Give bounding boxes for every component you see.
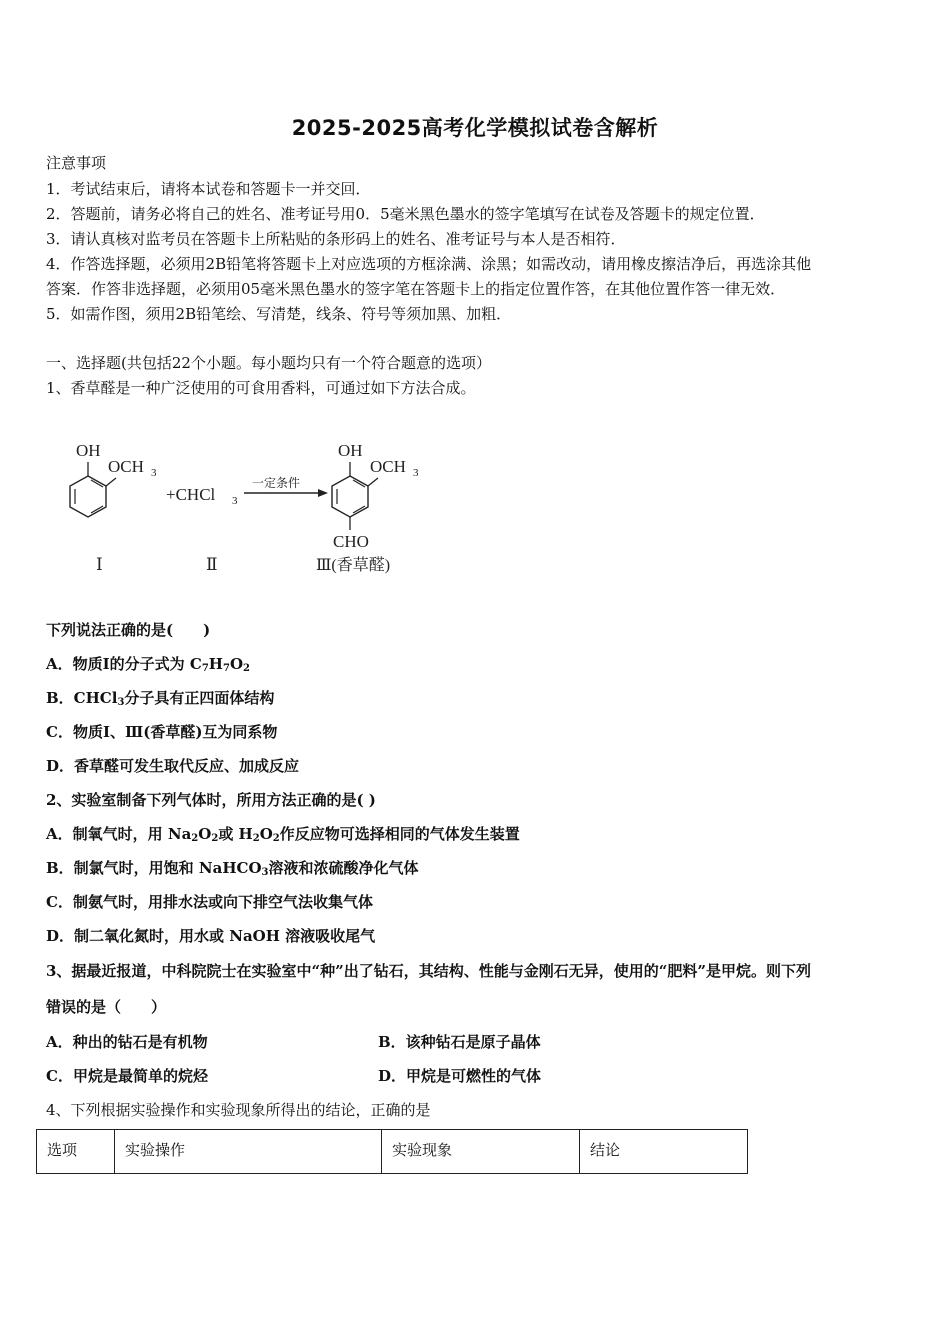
- table-row: [37, 1130, 748, 1174]
- table-header-operation: 实验操作: [115, 1130, 382, 1174]
- compound-3-structure: [332, 441, 419, 551]
- notice-item-4-cont: 答案．作答非选择题，必须用05毫米黑色墨水的签字笔在答题卡上的指定位置作答，在其他位置作答一律无效．: [46, 280, 786, 298]
- q1-ask: 下列说法正确的是( ): [46, 621, 211, 639]
- compound-1-oh: OH: [76, 441, 101, 460]
- notice-item-4: 4．作答选择题，必须用2B铅笔将答题卡上对应选项的方框涂满、涂黑；如需改动，请用橡皮擦洁净后，再选涂其他: [46, 255, 812, 273]
- compound-1-structure: [70, 441, 157, 517]
- q1-option-a: A．物质Ⅰ的分子式为 $C_7H_7O_2$: [46, 655, 250, 674]
- q1-option-c: C．物质Ⅰ、Ⅲ(香草醛)互为同系物: [46, 723, 278, 741]
- reaction-scheme: [46, 432, 466, 582]
- label-compound-2: Ⅱ: [206, 555, 218, 574]
- table-header-option: 选项: [37, 1130, 115, 1174]
- q2-option-a: A．制氧气时，用 $Na_2O_2$或 $H_2O_2$作反应物可选择相同的气体发生装置: [46, 825, 520, 844]
- q1-stem: 1、香草醛是一种广泛使用的可食用香料，可通过如下方法合成。: [46, 379, 476, 397]
- table-header-phenomenon: 实验现象: [382, 1130, 580, 1174]
- notice-heading: 注意事项: [46, 154, 107, 172]
- label-compound-1: Ⅰ: [96, 555, 103, 574]
- compound-1-och3: OCH: [108, 457, 144, 476]
- q3-option-c: C．甲烷是最简单的烷烃: [46, 1067, 208, 1085]
- q2-option-d: D．制二氧化氮时，用水或 NaOH 溶液吸收尾气: [46, 927, 376, 945]
- notice-item-5: 5．如需作图，须用2B铅笔绘、写清楚，线条、符号等须加黑、加粗．: [46, 305, 512, 323]
- notice-item-1: 1．考试结束后，请将本试卷和答题卡一并交回．: [46, 180, 371, 198]
- table-header-conclusion: 结论: [580, 1130, 748, 1174]
- q4-stem: 4、下列根据实验操作和实验现象所得出的结论，正确的是: [46, 1101, 431, 1119]
- label-compound-3: Ⅲ(香草醛): [316, 557, 391, 574]
- q3-option-b: B．该种钻石是原子晶体: [378, 1033, 541, 1051]
- reagent-chcl3: +CHCl: [166, 485, 216, 504]
- q2-stem: 2、实验室制备下列气体时，所用方法正确的是( ): [46, 791, 376, 809]
- q1-option-d: D．香草醛可发生取代反应、加成反应: [46, 757, 300, 775]
- section-heading: 一、选择题(共包括22个小题。每小题均只有一个符合题意的选项）: [46, 354, 491, 372]
- q3-option-a: A．种出的钻石是有机物: [46, 1033, 208, 1051]
- reaction-arrowhead: [318, 489, 328, 497]
- q3-option-d: D．甲烷是可燃性的气体: [378, 1067, 542, 1085]
- page-title: 2025-2025高考化学模拟试卷含解析: [291, 116, 659, 140]
- compound-3-och3-sub: 3: [413, 467, 419, 479]
- notice-item-3: 3．请认真核对监考员在答题卡上所粘贴的条形码上的姓名、准考证号与本人是否相符．: [46, 230, 626, 248]
- reagent-chcl3-sub: 3: [232, 495, 238, 507]
- compound-3-och3: OCH: [370, 457, 406, 476]
- q2-option-b: B．制氯气时，用饱和 NaHCO$_3$溶液和浓硫酸净化气体: [46, 859, 419, 878]
- q3-stem-line-1: 3、据最近报道，中科院院士在实验室中“种”出了钻石，其结构、性能与金刚石无异，使用的“肥料”是甲烷。则下列: [46, 962, 811, 980]
- q2-option-c: C．制氨气时，用排水法或向下排空气法收集气体: [46, 893, 373, 911]
- q3-stem-line-2: 错误的是（ ）: [46, 998, 167, 1016]
- q4-table: [36, 1129, 748, 1174]
- compound-3-oh: OH: [338, 441, 363, 460]
- q1-option-b: B．CHCl$_3$分子具有正四面体结构: [46, 689, 275, 708]
- compound-1-och3-sub: 3: [151, 467, 157, 479]
- compound-3-cho: CHO: [333, 532, 369, 551]
- reaction-condition: 一定条件: [252, 476, 301, 490]
- notice-item-2: 2．答题前，请务必将自己的姓名、准考证号用0．5毫米黑色墨水的签字笔填写在试卷及答题卡的规定位置．: [46, 205, 765, 223]
